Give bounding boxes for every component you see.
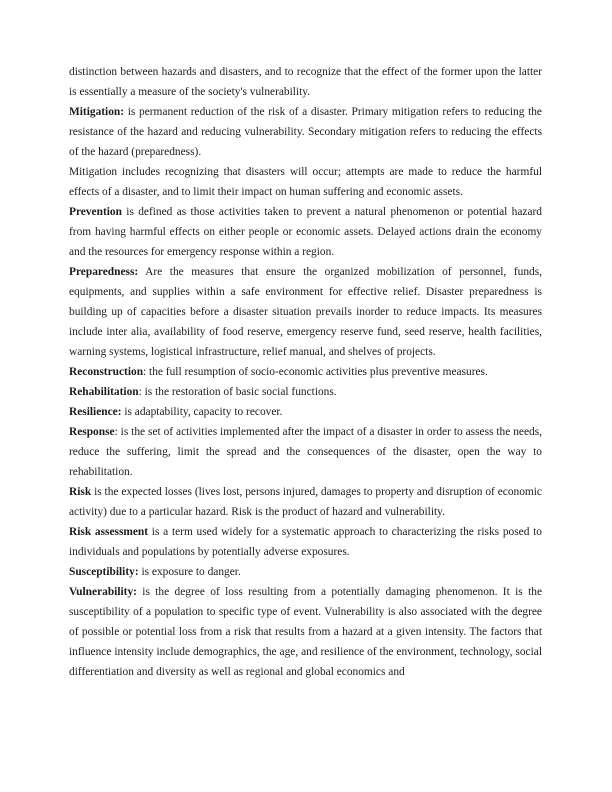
paragraph-preparedness — [69, 262, 542, 362]
paragraph-risk — [69, 482, 542, 522]
page-content — [69, 62, 542, 682]
term-bold: Risk — [69, 486, 92, 498]
paragraph-resilience — [69, 402, 542, 422]
paragraph-mitigation-includes — [69, 162, 542, 202]
term-bold: Rehabilitation — [69, 386, 139, 398]
paragraph-text: is a term used widely for a systematic approach to characterizing the risks posed to individuals and populations by potentially adverse exposures. — [69, 526, 542, 558]
term-bold: Risk assessment — [69, 526, 149, 538]
paragraph-reconstruction — [69, 362, 542, 382]
paragraph-text: is the expected losses (lives lost, persons injured, damages to property and disruption of economic activity) due to a particular hazard. Risk is the product of hazard and vulnerability. — [69, 486, 542, 518]
paragraph-response — [69, 422, 542, 482]
paragraph-mitigation — [69, 102, 542, 162]
paragraph-susceptibility — [69, 562, 542, 582]
paragraph-risk-assessment — [69, 522, 542, 562]
paragraph-text: Are the measures that ensure the organized mobilization of personnel, funds, equipments, and supplies within a safe environment for effective relief. Disaster preparedness is building up of capacities before a disaster situation prevails inorder to reduce impacts. Its measures include inter alia, availability of food reserve, emergency reserve fund, seed reserve, health facilities, warning systems, logistical infrastructure, relief manual, and shelves of projects. — [69, 266, 542, 358]
paragraph-text: is exposure to danger. — [138, 566, 241, 578]
paragraph-text: distinction between hazards and disasters, and to recognize that the effect of the former upon the latter is essentially a measure of the society's vulnerability. — [69, 66, 542, 98]
paragraph-text: is defined as those activities taken to prevent a natural phenomenon or potential hazard from having harmful effects on either people or economic assets. Delayed actions drain the economy and the resources for emergency response within a region. — [69, 206, 542, 258]
term-bold: Preparedness: — [69, 266, 139, 278]
paragraph-text: : is the set of activities implemented after the impact of a disaster in order to assess the needs, reduce the suffering, limit the spread and the consequences of the disaster, open the way to rehabilitation. — [69, 426, 542, 478]
term-bold: Vulnerability: — [69, 586, 137, 598]
paragraph-text: is permanent reduction of the risk of a disaster. Primary mitigation refers to reducing the resistance of the hazard and reducing vulnerability. Secondary mitigation refers to reducing the effects of the hazard (preparedness). — [69, 106, 542, 158]
paragraph-text: Mitigation includes recognizing that disasters will occur; attempts are made to reduce the harmful effects of a disaster, and to limit their impact on human suffering and economic assets. — [69, 166, 542, 198]
term-bold: Prevention — [69, 206, 122, 218]
term-bold: Reconstruction — [69, 366, 144, 378]
paragraph-text: is adaptability, capacity to recover. — [121, 406, 283, 418]
paragraph-vulnerability — [69, 582, 542, 682]
term-bold: Mitigation: — [69, 106, 125, 118]
paragraph-prevention — [69, 202, 542, 262]
term-bold: Susceptibility: — [69, 566, 139, 578]
paragraph-continuation — [69, 62, 542, 102]
paragraph-text: : is the restoration of basic social functions. — [138, 386, 337, 398]
term-bold: Resilience: — [69, 406, 122, 418]
term-bold: Response — [69, 426, 115, 438]
paragraph-text: is the degree of loss resulting from a potentially damaging phenomenon. It is the susceptibility of a population to specific type of event. Vulnerability is also associated with the degree of possible or potential loss from a risk that results from a hazard at a given intensity. The factors that influence intensity include demographics, the age, and resilience of the environment, technology, social differentiation and diversity as well as regional and global economics and — [69, 586, 542, 678]
paragraph-rehabilitation — [69, 382, 542, 402]
paragraph-text: : the full resumption of socio-economic activities plus preventive measures. — [143, 366, 488, 378]
